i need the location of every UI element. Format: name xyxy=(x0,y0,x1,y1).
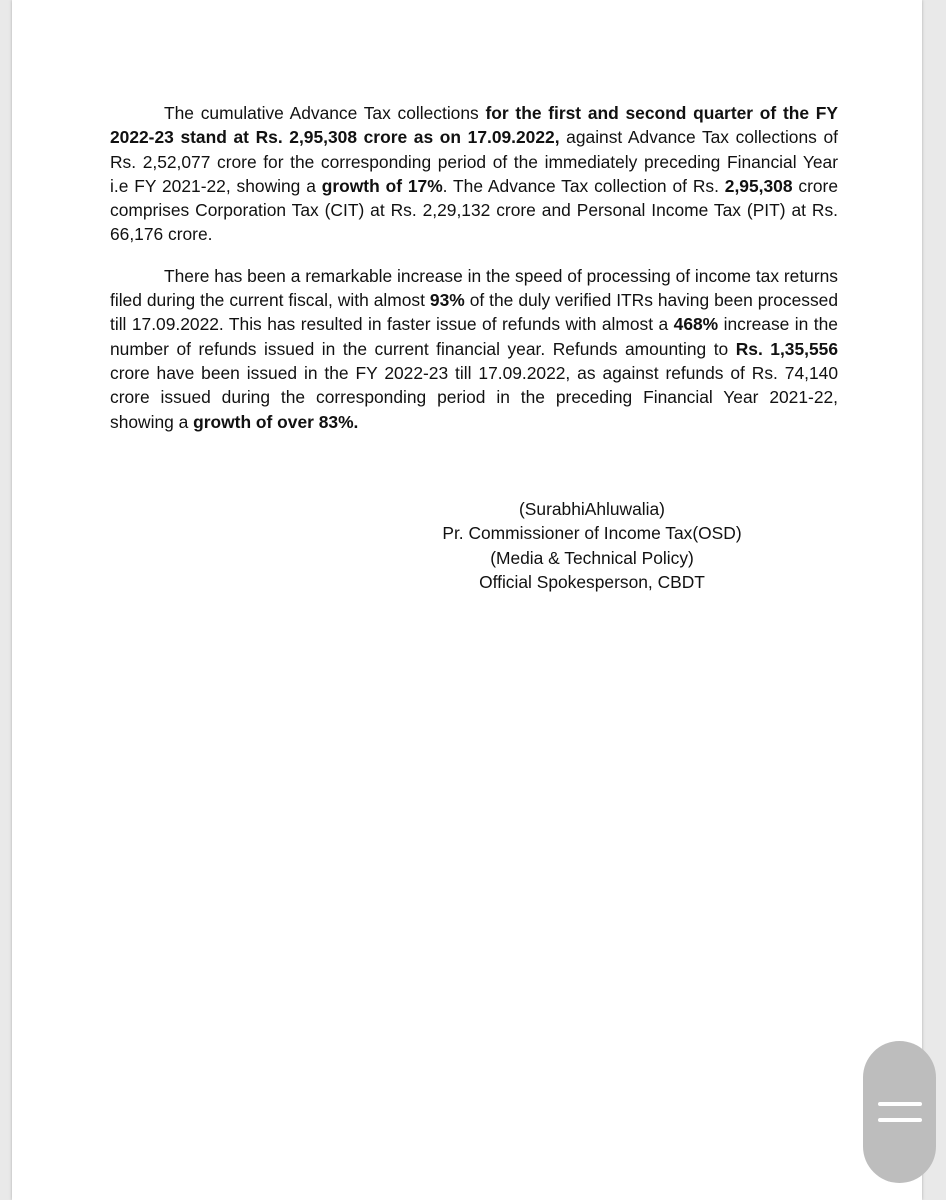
signatory-department: (Media & Technical Policy) xyxy=(490,547,694,568)
drag-handle-icon xyxy=(878,1099,922,1125)
scroll-handle[interactable] xyxy=(863,1041,936,1183)
paragraph-refunds xyxy=(110,264,838,434)
signatory-designation: Pr. Commissioner of Income Tax(OSD) xyxy=(442,523,742,544)
text-run: . The Advance Tax collection of Rs. xyxy=(442,175,725,196)
bold-run: growth of 17% xyxy=(321,175,443,196)
bold-run: 93% xyxy=(429,290,465,311)
text-run: crore have been issued in the FY 2022-23 till 17.09.2022, as against refunds of Rs. 74,140 crore issued during the corresponding period in the preceding Financial Year 2021-22, showing a xyxy=(110,362,838,432)
paragraph-advance-tax xyxy=(110,101,838,247)
bold-run: 468% xyxy=(673,314,719,335)
signature-block xyxy=(392,497,792,595)
text-run: increase in the number of refunds issued in the current financial year. Refunds amounting to xyxy=(110,314,838,359)
text-run: against Advance Tax collections of Rs. 2,52,077 crore for the corresponding period of the immediately preceding Financial Year i.e FY 2021-22, showing a xyxy=(110,127,838,196)
text-run: The cumulative Advance Tax collections xyxy=(164,103,486,123)
text-run: crore comprises Corporation Tax (CIT) at Rs. 2,29,132 crore and Personal Income Tax (PIT) at Rs. 66,176 crore. xyxy=(110,175,838,245)
signatory-role: Official Spokesperson, CBDT xyxy=(479,572,705,593)
text-run: There has been a remarkable increase in the speed of processing of income tax returns filed during the current fiscal, with almost xyxy=(110,265,838,311)
bold-run: 2,95,308 xyxy=(724,175,793,196)
document-body xyxy=(110,101,838,451)
bold-run: growth of over 83%. xyxy=(193,411,359,432)
signatory-name: (SurabhiAhluwalia) xyxy=(519,499,665,519)
text-run: of the duly verified ITRs having been processed till 17.09.2022. This has resulted in faster issue of refunds with almost a xyxy=(110,290,838,335)
bold-run: Rs. 1,35,556 xyxy=(735,338,839,359)
bold-run: for the first and second quarter of the FY 2022-23 stand at Rs. 2,95,308 crore as on 17.09.2022, xyxy=(110,103,838,148)
document-page xyxy=(12,0,922,1200)
